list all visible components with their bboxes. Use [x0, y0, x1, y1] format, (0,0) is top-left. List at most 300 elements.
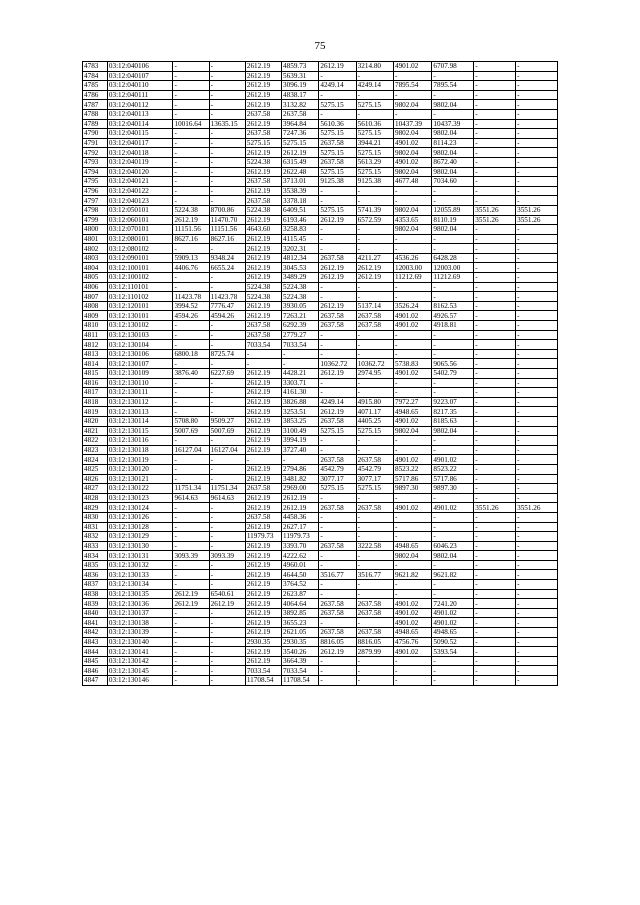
table-cell: 9802.04 [393, 129, 431, 139]
table-cell: 9125.38 [319, 177, 356, 187]
table-cell: - [516, 599, 558, 609]
table-cell: - [356, 532, 393, 542]
table-cell: 4827 [83, 484, 108, 494]
table-row [83, 292, 558, 302]
table-cell: - [209, 138, 245, 148]
table-cell: 2612.19 [173, 215, 209, 225]
table-row [83, 148, 558, 158]
table-cell: - [319, 349, 356, 359]
table-cell: 03:12:130134 [107, 580, 173, 590]
table-cell: - [319, 532, 356, 542]
table-cell: - [474, 100, 516, 110]
table-cell: 03:12:130103 [107, 330, 173, 340]
table-cell: 4800 [83, 225, 108, 235]
table-cell: 6227.69 [209, 369, 245, 379]
table-cell: - [209, 177, 245, 187]
table-cell: - [516, 560, 558, 570]
table-cell: 2969.00 [282, 484, 319, 494]
table-cell: 03:12:130128 [107, 522, 173, 532]
table-cell: 03:12:040110 [107, 81, 173, 91]
table-row [83, 225, 558, 235]
table-cell: 9614.63 [209, 493, 245, 503]
table-cell: - [432, 388, 474, 398]
table-cell: - [516, 541, 558, 551]
table-cell: - [209, 196, 245, 206]
table-cell: 03:12:040121 [107, 177, 173, 187]
table-cell: 03:12:130116 [107, 436, 173, 446]
table-cell: - [516, 397, 558, 407]
table-cell: 03:12:130129 [107, 532, 173, 542]
table-cell: - [474, 369, 516, 379]
table-cell: 4211.27 [356, 253, 393, 263]
table-cell: - [474, 532, 516, 542]
table-cell: - [209, 666, 245, 676]
table-cell: 03:12:130133 [107, 570, 173, 580]
table-cell: - [356, 522, 393, 532]
table-cell: 11470.70 [209, 215, 245, 225]
table-cell: - [516, 109, 558, 119]
table-cell: - [474, 589, 516, 599]
table-cell: 2612.19 [245, 503, 281, 513]
table-cell: 2637.58 [356, 311, 393, 321]
table-cell: 8700.86 [209, 205, 245, 215]
table-cell: - [474, 637, 516, 647]
table-cell: 03:12:130111 [107, 388, 173, 398]
table-cell: 9614.63 [173, 493, 209, 503]
table-cell: - [173, 474, 209, 484]
table-row [83, 119, 558, 129]
table-row [83, 138, 558, 148]
table-cell: - [393, 388, 431, 398]
table-cell: - [319, 580, 356, 590]
table-cell: 03:12:040111 [107, 90, 173, 100]
table-cell: - [173, 90, 209, 100]
table-cell: - [432, 292, 474, 302]
table-cell: - [393, 90, 431, 100]
table-cell: 7972.27 [393, 397, 431, 407]
table-cell: - [516, 474, 558, 484]
table-cell: - [516, 426, 558, 436]
table-cell: - [516, 445, 558, 455]
table-cell: - [393, 109, 431, 119]
table-cell: 5402.79 [432, 369, 474, 379]
table-cell: 5007.69 [209, 426, 245, 436]
table-cell: 11423.78 [173, 292, 209, 302]
table-cell: 7033.54 [245, 666, 281, 676]
table-cell: - [474, 647, 516, 657]
table-cell: - [432, 244, 474, 254]
table-cell: - [474, 349, 516, 359]
table-cell: 03:12:130124 [107, 503, 173, 513]
table-cell: 2974.95 [356, 369, 393, 379]
table-cell: - [393, 196, 431, 206]
table-cell: - [516, 512, 558, 522]
table-cell: - [209, 618, 245, 628]
table-cell: 7033.54 [282, 666, 319, 676]
table-cell: 4901.02 [432, 455, 474, 465]
table-cell: - [474, 138, 516, 148]
table-cell: - [319, 656, 356, 666]
table-row [83, 647, 558, 657]
table-cell: 3551.26 [516, 503, 558, 513]
table-cell: 3100.49 [282, 426, 319, 436]
table-cell: 03:12:040123 [107, 196, 173, 206]
table-cell: - [516, 388, 558, 398]
table-cell: - [474, 148, 516, 158]
table-cell: - [356, 340, 393, 350]
table-cell: - [356, 512, 393, 522]
table-cell: 4834 [83, 551, 108, 561]
table-cell: 2879.99 [356, 647, 393, 657]
table-cell: - [432, 186, 474, 196]
table-cell: 11979.73 [282, 532, 319, 542]
table-row [83, 215, 558, 225]
table-cell: - [393, 560, 431, 570]
table-cell: 9802.04 [393, 426, 431, 436]
table-cell: 2612.19 [245, 263, 281, 273]
table-cell: - [432, 666, 474, 676]
table-cell: 5275.15 [245, 138, 281, 148]
table-cell: - [356, 71, 393, 81]
table-cell: - [209, 81, 245, 91]
table-cell: 2612.19 [245, 445, 281, 455]
table-row [83, 580, 558, 590]
table-cell: 8672.40 [432, 157, 474, 167]
table-cell: 4915.80 [356, 397, 393, 407]
table-cell: - [516, 311, 558, 321]
table-row [83, 676, 558, 686]
table-cell: 5275.15 [319, 100, 356, 110]
table-cell: 4818 [83, 397, 108, 407]
table-cell: 2612.19 [245, 618, 281, 628]
table-cell: 2623.87 [282, 589, 319, 599]
table-cell: - [474, 676, 516, 686]
table-cell: 5275.15 [319, 167, 356, 177]
table-cell: 4833 [83, 541, 108, 551]
table-row [83, 436, 558, 446]
table-cell: - [173, 244, 209, 254]
table-cell: 4811 [83, 330, 108, 340]
table-cell: - [356, 282, 393, 292]
table-cell: 6315.49 [282, 157, 319, 167]
table-cell: 3093.39 [173, 551, 209, 561]
table-cell: - [319, 560, 356, 570]
table-row [83, 532, 558, 542]
table-cell: 6800.18 [173, 349, 209, 359]
table-cell: - [516, 647, 558, 657]
table-cell: 6540.61 [209, 589, 245, 599]
table-cell: - [516, 493, 558, 503]
table-cell: - [474, 81, 516, 91]
table-cell: - [173, 560, 209, 570]
table-cell: 4458.36 [282, 512, 319, 522]
table-cell: 5224.38 [173, 205, 209, 215]
table-cell: - [209, 71, 245, 81]
table-cell: 03:12:130132 [107, 560, 173, 570]
table-cell: - [516, 263, 558, 273]
table-cell: 2637.58 [245, 484, 281, 494]
table-cell: 3093.39 [209, 551, 245, 561]
table-cell: 5224.38 [245, 157, 281, 167]
table-cell: 2612.19 [245, 647, 281, 657]
table-cell: - [209, 541, 245, 551]
table-cell: - [356, 656, 393, 666]
table-cell: 03:12:130131 [107, 551, 173, 561]
table-cell: 03:12:130104 [107, 340, 173, 350]
table-cell: 2779.27 [282, 330, 319, 340]
table-cell: 4785 [83, 81, 108, 91]
table-cell: 5717.86 [432, 474, 474, 484]
table-cell: 11212.69 [432, 273, 474, 283]
table-cell: - [319, 340, 356, 350]
table-cell: 6193.46 [282, 215, 319, 225]
table-cell: 4815 [83, 369, 108, 379]
table-cell: - [516, 81, 558, 91]
table-row [83, 177, 558, 187]
table-cell: - [356, 676, 393, 686]
table-cell: 2612.19 [245, 119, 281, 129]
page-number: 75 [314, 40, 326, 52]
table-cell: - [474, 608, 516, 618]
table-cell: 11979.73 [245, 532, 281, 542]
table-cell: - [173, 637, 209, 647]
table-cell: - [474, 71, 516, 81]
table-cell: - [516, 359, 558, 369]
table-cell: - [173, 157, 209, 167]
table-cell: - [474, 541, 516, 551]
table-cell: - [209, 129, 245, 139]
table-cell: - [474, 157, 516, 167]
table-cell: 4817 [83, 388, 108, 398]
table-cell: 11151.56 [173, 225, 209, 235]
table-cell: - [209, 628, 245, 638]
table-cell: 3892.85 [282, 608, 319, 618]
table-cell: - [209, 62, 245, 72]
table-cell: - [209, 676, 245, 686]
table-cell: 2612.19 [245, 656, 281, 666]
table-cell: 2637.58 [319, 311, 356, 321]
table-cell: - [209, 464, 245, 474]
table-cell: 13635.15 [209, 119, 245, 129]
table-cell: 3378.18 [282, 196, 319, 206]
table-cell: - [516, 676, 558, 686]
table-cell: - [432, 656, 474, 666]
table-row [83, 416, 558, 426]
table-cell: 2612.19 [245, 186, 281, 196]
table-cell: 4643.60 [245, 225, 281, 235]
table-cell: - [209, 186, 245, 196]
table-cell: 3303.71 [282, 378, 319, 388]
table-cell: 2637.58 [245, 129, 281, 139]
table-cell: 4825 [83, 464, 108, 474]
table-cell: 03:12:120101 [107, 301, 173, 311]
table-cell: 2612.19 [319, 407, 356, 417]
table-cell: 4783 [83, 62, 108, 72]
table-cell: 03:12:110102 [107, 292, 173, 302]
table-cell: 5275.15 [356, 426, 393, 436]
table-cell: 03:12:100101 [107, 263, 173, 273]
table-cell: 2612.19 [245, 253, 281, 263]
table-cell: - [474, 628, 516, 638]
table-cell: 03:12:130145 [107, 666, 173, 676]
table-cell: - [474, 234, 516, 244]
table-cell: - [173, 378, 209, 388]
table-cell: - [474, 407, 516, 417]
table-cell: - [209, 148, 245, 158]
table-cell: 10437.39 [393, 119, 431, 129]
table-cell: 4826 [83, 474, 108, 484]
table-cell: - [516, 100, 558, 110]
table-cell: 9897.30 [432, 484, 474, 494]
table-cell: - [393, 666, 431, 676]
table-cell: 3930.05 [282, 301, 319, 311]
table-cell: - [474, 656, 516, 666]
table-row [83, 330, 558, 340]
table-cell: 03:12:040120 [107, 167, 173, 177]
table-cell: 4960.01 [282, 560, 319, 570]
table-cell: 2612.19 [245, 378, 281, 388]
table-cell: 4249.14 [319, 397, 356, 407]
table-cell: 2612.19 [319, 215, 356, 225]
table-cell: 3045.53 [282, 263, 319, 273]
table-cell: 11751.34 [173, 484, 209, 494]
table-cell: - [173, 71, 209, 81]
table-cell: 2612.19 [245, 436, 281, 446]
table-cell: 2612.19 [245, 90, 281, 100]
table-cell: - [474, 292, 516, 302]
table-row [83, 340, 558, 350]
table-cell: 03:12:130146 [107, 676, 173, 686]
table-cell: 4756.76 [393, 637, 431, 647]
table-cell: - [516, 234, 558, 244]
table-cell: 4901.02 [393, 157, 431, 167]
table-cell: 2637.58 [356, 628, 393, 638]
table-cell: - [173, 273, 209, 283]
table-cell: 4819 [83, 407, 108, 417]
table-cell: - [356, 186, 393, 196]
table-cell: - [516, 608, 558, 618]
table-cell: - [209, 647, 245, 657]
table-cell: 4796 [83, 186, 108, 196]
table-cell: - [474, 244, 516, 254]
table-cell: - [432, 378, 474, 388]
table-cell: 2637.58 [319, 157, 356, 167]
table-cell: - [173, 321, 209, 331]
table-cell: 2637.58 [282, 109, 319, 119]
table-cell: 4353.65 [393, 215, 431, 225]
table-cell: 5275.15 [319, 426, 356, 436]
table-cell: 4837 [83, 580, 108, 590]
table-cell: 4823 [83, 445, 108, 455]
table-cell: 03:12:090101 [107, 253, 173, 263]
table-cell: - [209, 608, 245, 618]
table-row [83, 205, 558, 215]
table-cell: 10016.64 [173, 119, 209, 129]
table-cell: 4594.26 [173, 311, 209, 321]
table-cell: - [432, 282, 474, 292]
table-cell: 4222.62 [282, 551, 319, 561]
table-cell: - [393, 71, 431, 81]
table-cell: 2637.58 [245, 512, 281, 522]
table-cell: 5090.52 [432, 637, 474, 647]
table-cell: - [173, 580, 209, 590]
table-cell: 2612.19 [245, 273, 281, 283]
table-cell: 4844 [83, 647, 108, 657]
table-cell: 2794.86 [282, 464, 319, 474]
table-row [83, 474, 558, 484]
table-cell: - [173, 397, 209, 407]
table-cell: 2637.58 [319, 599, 356, 609]
table-cell: 11708.54 [282, 676, 319, 686]
table-cell: 2612.19 [245, 407, 281, 417]
table-cell: 4948.65 [432, 628, 474, 638]
table-cell: 9509.27 [209, 416, 245, 426]
table-cell: 2612.19 [356, 263, 393, 273]
table-cell: - [474, 493, 516, 503]
table-cell: 2612.19 [245, 388, 281, 398]
table-cell: - [393, 330, 431, 340]
table-cell: - [209, 532, 245, 542]
table-row [83, 608, 558, 618]
table-row [83, 388, 558, 398]
table-cell: - [356, 551, 393, 561]
table-cell: 4838.17 [282, 90, 319, 100]
table-cell: 8816.05 [356, 637, 393, 647]
table-cell: - [516, 407, 558, 417]
table-cell: 2612.19 [245, 397, 281, 407]
table-row [83, 263, 558, 273]
table-cell: - [173, 676, 209, 686]
table-row [83, 484, 558, 494]
table-cell: 4843 [83, 637, 108, 647]
table-cell: - [516, 148, 558, 158]
table-cell: - [474, 119, 516, 129]
table-cell: 4249.14 [319, 81, 356, 91]
table-cell: - [474, 340, 516, 350]
table-cell: - [474, 522, 516, 532]
table-cell: 4790 [83, 129, 108, 139]
table-row [83, 522, 558, 532]
table-cell: - [209, 359, 245, 369]
table-cell: 2612.19 [173, 589, 209, 599]
table-cell: - [474, 560, 516, 570]
table-cell: - [516, 369, 558, 379]
table-cell: - [209, 282, 245, 292]
table-cell: 2612.19 [245, 474, 281, 484]
table-row [83, 282, 558, 292]
table-cell: - [173, 282, 209, 292]
table-cell: 4901.02 [393, 311, 431, 321]
table-cell: 5639.31 [282, 71, 319, 81]
table-cell: 4842 [83, 628, 108, 638]
table-cell: 2612.19 [245, 560, 281, 570]
table-cell: 2612.19 [245, 215, 281, 225]
table-cell: 2612.19 [282, 493, 319, 503]
table-cell: - [209, 580, 245, 590]
table-cell: - [245, 349, 281, 359]
table-cell: - [474, 666, 516, 676]
table-cell: - [474, 474, 516, 484]
table-cell: 3516.77 [356, 570, 393, 580]
table-cell: 9065.56 [432, 359, 474, 369]
table-cell: - [516, 570, 558, 580]
table-cell: 2612.19 [245, 167, 281, 177]
table-cell: - [209, 656, 245, 666]
table-cell: 4831 [83, 522, 108, 532]
table-cell: 2627.17 [282, 522, 319, 532]
table-cell: 03:12:100102 [107, 273, 173, 283]
table-cell: 4542.79 [319, 464, 356, 474]
